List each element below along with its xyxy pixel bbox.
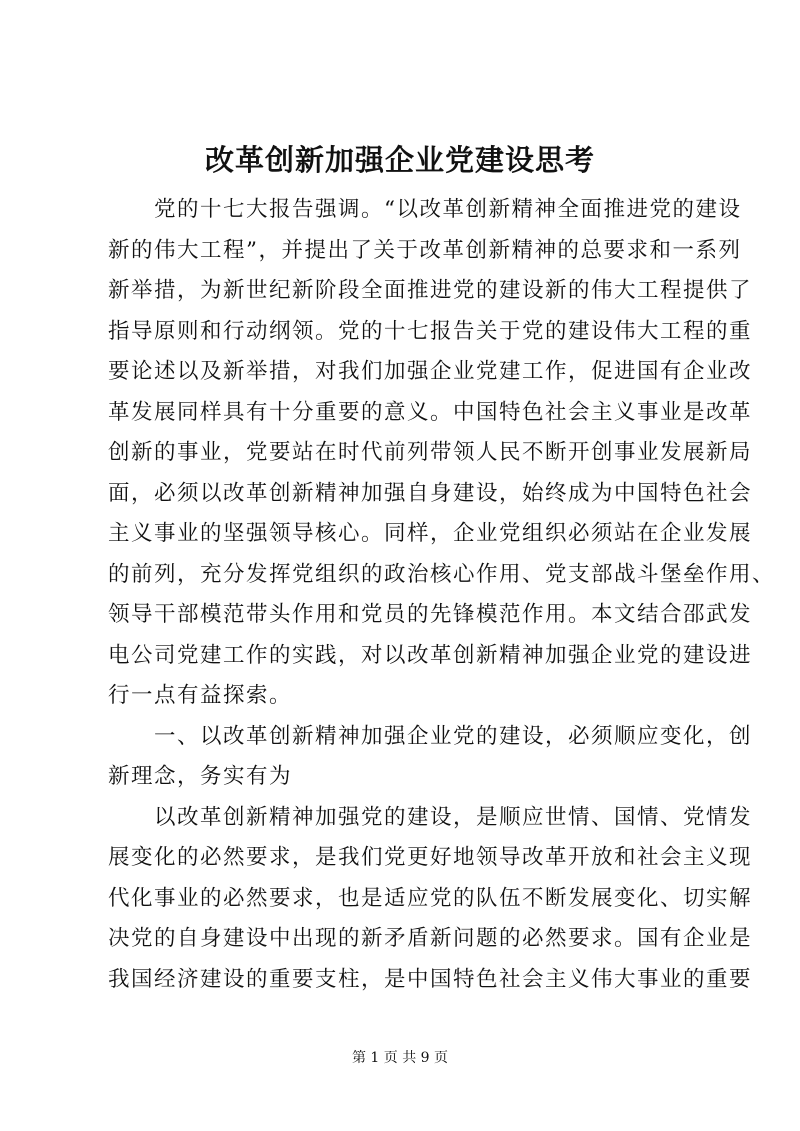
body-line: 我国经济建设的重要支柱，是中国特色社会主义伟大事业的重要: [108, 966, 753, 992]
body-line: 党的十七大报告强调。“以改革创新精神全面推进党的建设: [108, 197, 742, 222]
document-body: [108, 190, 776, 1000]
body-line: 要论述以及新举措，对我们加强企业党建工作，促进国有企业改: [108, 359, 753, 384]
section-heading-line: 新理念，务实有为: [108, 764, 293, 789]
body-line: 主义事业的坚强领导核心。同样，企业党组织必须站在企业发展: [108, 521, 753, 546]
body-line: 面，必须以改革创新精神加强自身建设，始终成为中国特色社会: [108, 480, 753, 506]
section-heading-line: 一、以改革创新精神加强企业党的建设，必须顺应变化，创: [108, 723, 753, 749]
body-line: 领导干部模范带头作用和党员的先锋模范作用。本文结合邵武发: [108, 602, 753, 627]
body-line: 指导原则和行动纲领。党的十七报告关于党的建设伟大工程的重: [108, 318, 753, 344]
body-line: 新举措，为新世纪新阶段全面推进党的建设新的伟大工程提供了: [108, 278, 753, 303]
page-footer: 第 1 页 共 9 页: [351, 1050, 449, 1066]
body-line: 展变化的必然要求，是我们党更好地领导改革开放和社会主义现: [108, 845, 753, 870]
body-line: 新的伟大工程”，并提出了关于改革创新精神的总要求和一系列: [108, 237, 742, 263]
body-line: 创新的事业，党要站在时代前列带领人民不断开创事业发展新局: [108, 440, 753, 465]
body-line: 电公司党建工作的实践，对以改革创新精神加强企业党的建设进: [108, 642, 753, 668]
body-line: 行一点有益探索。: [108, 683, 293, 708]
body-line: 以改革创新精神加强党的建设，是顺应世情、国情、党情发: [108, 804, 753, 830]
body-line: 决党的自身建设中出现的新矛盾新问题的必然要求。国有企业是: [108, 926, 753, 951]
document-title: 改革创新加强企业党建设思考: [204, 143, 595, 177]
body-line: 代化事业的必然要求，也是适应党的队伍不断发展变化、切实解: [108, 885, 753, 911]
body-line: 革发展同样具有十分重要的意义。中国特色社会主义事业是改革: [108, 399, 753, 425]
body-line: 的前列，充分发挥党组织的政治核心作用、党支部战斗堡垒作用、: [108, 561, 776, 587]
